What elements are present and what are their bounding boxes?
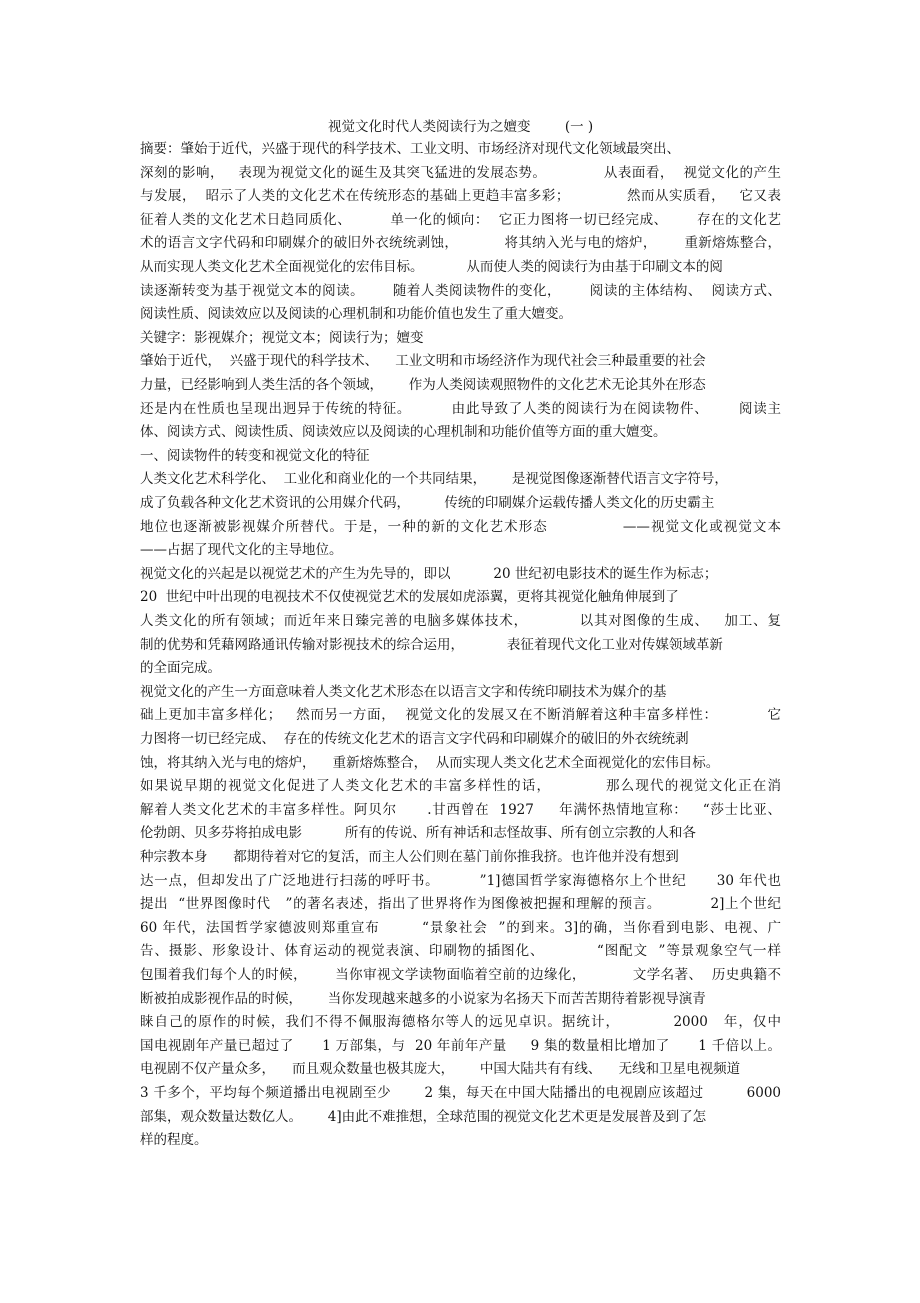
- text-line: 术的语言文字代码和印刷媒介的破旧外衣统统剥蚀， 将其纳入光与电的熔炉， 重新熔炼整合，: [140, 235, 781, 252]
- text-line: 制的优势和凭藉网路通讯传输对影视技术的综合运用， 表征着现代文化工业对传媒领域革新: [140, 636, 723, 653]
- text-line: 地位也逐渐被影视媒介所替代。于是，一种的新的文化艺术形态 ——视觉文化或视觉文本: [140, 518, 781, 535]
- text-line: 断被拍成影视作品的时候， 当你发现越来越多的小说家为名扬天下而苦苦期待着影视导演青: [140, 990, 706, 1007]
- text-line: 解着人类文化艺术的丰富多样性。阿贝尔 .甘西曾在 1927 年满怀热情地宣称： “莎士比亚、: [140, 801, 781, 818]
- text-line: ——占据了现代文化的主导地位。: [140, 542, 343, 559]
- page-title: 视觉文化时代人类阅读行为之嬗变 (一 ): [328, 119, 594, 135]
- text-line: 深刻的影响， 表现为视觉文化的诞生及其突飞猛进的发展态势。 从表面看， 视觉文化的产生: [140, 164, 781, 181]
- text-line: 力图将一切已经完成、 存在的传统文化艺术的语言文字代码和印刷媒介的破旧的外衣统统剥: [140, 731, 689, 747]
- text-line: 一、阅读物件的转变和视觉文化的特征: [140, 447, 370, 464]
- text-line: 60 年代，法国哲学家德波则郑重宣布 “景象社会 ”的到来。3]的确，当你看到电影、电视、广: [140, 919, 781, 936]
- text-line: 告、摄影、形象设计、体育运动的视觉表演、印刷物的插图化、 “图配文 ”等景观象空气一样: [140, 943, 781, 960]
- text-line: 种宗教本身 都期待着对它的复活，而主人公们则在墓门前你推我挤。也许他并没有想到: [140, 849, 679, 865]
- text-line: 人类文化艺术科学化、 工业化和商业化的一个共同结果， 是视觉图像逐渐替代语言文字符号，: [140, 471, 728, 488]
- text-line: 的全面完成。: [140, 660, 221, 677]
- text-line: 如果说早期的视觉文化促进了人类文化艺术的丰富多样性的话， 那么现代的视觉文化正在消: [140, 778, 781, 795]
- text-line: 国电视剧年产量已超过了 1 万部集，与 20 年前年产量 9 集的数量相比增加了 1 千倍以上。: [140, 1037, 781, 1054]
- text-line: 阅读性质、阅读效应以及阅读的心理机制和功能价值也发生了重大嬗变。: [140, 306, 572, 323]
- text-line: 提出 “世界图像时代 ”的著名表述，指出了世界将作为图像被把握和理解的预言。 2]上个世纪: [140, 896, 781, 913]
- text-line: 20 世纪中叶出现的电视技术不仅使视觉艺术的发展如虎添翼，更将其视觉化触角伸展到了: [140, 589, 679, 606]
- text-line: 伦勃朗、贝多芬将拍成电影 所有的传说、所有神话和志怪故事、所有创立宗教的人和各: [140, 825, 696, 842]
- text-line: 摘要：肇始于近代，兴盛于现代的科学技术、工业文明、市场经济对现代文化领域最突出、: [140, 141, 680, 157]
- text-line: 关键字：影视媒介；视觉文本；阅读行为；嬗变: [140, 329, 424, 346]
- text-line: 成了负载各种文化艺术资讯的公用媒介代码， 传统的印刷媒介运载传播人类文化的历史霸主: [140, 495, 715, 511]
- text-line: 样的程度。: [140, 1132, 208, 1149]
- text-line: 从而实现人类文化艺术全面视觉化的宏伟目标。 从而使人类的阅读行为由基于印刷文本的阅: [140, 259, 723, 275]
- text-line: 3 千多个，平均每个频道播出电视剧至少 2 集，每天在中国大陆播出的电视剧应该超过 6000: [140, 1085, 781, 1101]
- text-line: 睐自己的原作的时候，我们不得不佩服海德格尔等人的远见卓识。据统计， 2000 年，仅中: [140, 1014, 781, 1031]
- text-line: 蚀，将其纳入光与电的熔炉， 重新熔炼整合， 从而实现人类文化艺术全面视觉化的宏伟目标。: [140, 754, 720, 771]
- text-line: 包围着我们每个人的时候， 当你审视文学读物面临着空前的边缘化， 文学名著、 历史典籍不: [140, 967, 781, 983]
- text-line: 视觉文化的兴起是以视觉艺术的产生为先导的，即以 20 世纪初电影技术的诞生作为标志；: [140, 565, 718, 582]
- text-line: 础上更加丰富多样化； 然而另一方面， 视觉文化的发展又在不断消解着这种丰富多样性： 它: [140, 707, 781, 724]
- text-line: 达一点，但却发出了广泛地进行扫荡的呼吁书。 ”1]德国哲学家海德格尔上个世纪 30 年代也: [140, 872, 781, 889]
- text-line: 力量，已经影响到人类生活的各个领域， 作为人类阅读观照物件的文化艺术无论其外在形态: [140, 377, 706, 393]
- text-line: 与发展， 昭示了人类的文化艺术在传统形态的基础上更趋丰富多彩； 然而从实质看， 它又表: [140, 188, 781, 205]
- text-line: 视觉文化的产生一方面意味着人类文化艺术形态在以语言文字和传统印刷技术为媒介的基: [140, 683, 667, 700]
- text-line: 读逐渐转变为基于视觉文本的阅读。 随着人类阅读物件的变化， 阅读的主体结构、 阅读方式、: [140, 282, 781, 299]
- text-line: 还是内在性质也呈现出迥异于传统的特征。 由此导致了人类的阅读行为在阅读物件、 阅读主: [140, 400, 781, 417]
- text-line: 肇始于近代， 兴盛于现代的科学技术、 工业文明和市场经济作为现代社会三种最重要的社会: [140, 353, 706, 370]
- text-line: 电视剧不仅产量众多， 而且观众数量也极其庞大， 中国大陆共有有线、 无线和卫星电视频道: [140, 1061, 741, 1078]
- text-line: 体、阅读方式、阅读性质、阅读效应以及阅读的心理机制和功能价值等方面的重大嬗变。: [140, 424, 667, 441]
- text-line: 部集，观众数量达数亿人。 4]由此不难推想，全球范围的视觉文化艺术更是发展普及到了怎: [140, 1108, 707, 1125]
- text-line: 人类文化的所有领域；而近年来日臻完善的电脑多媒体技术， 以其对图像的生成、 加工、复: [140, 613, 781, 629]
- text-line: 征着人类的文化艺术日趋同质化、 单一化的倾向： 它正力图将一切已经完成、 存在的文化艺: [140, 211, 781, 228]
